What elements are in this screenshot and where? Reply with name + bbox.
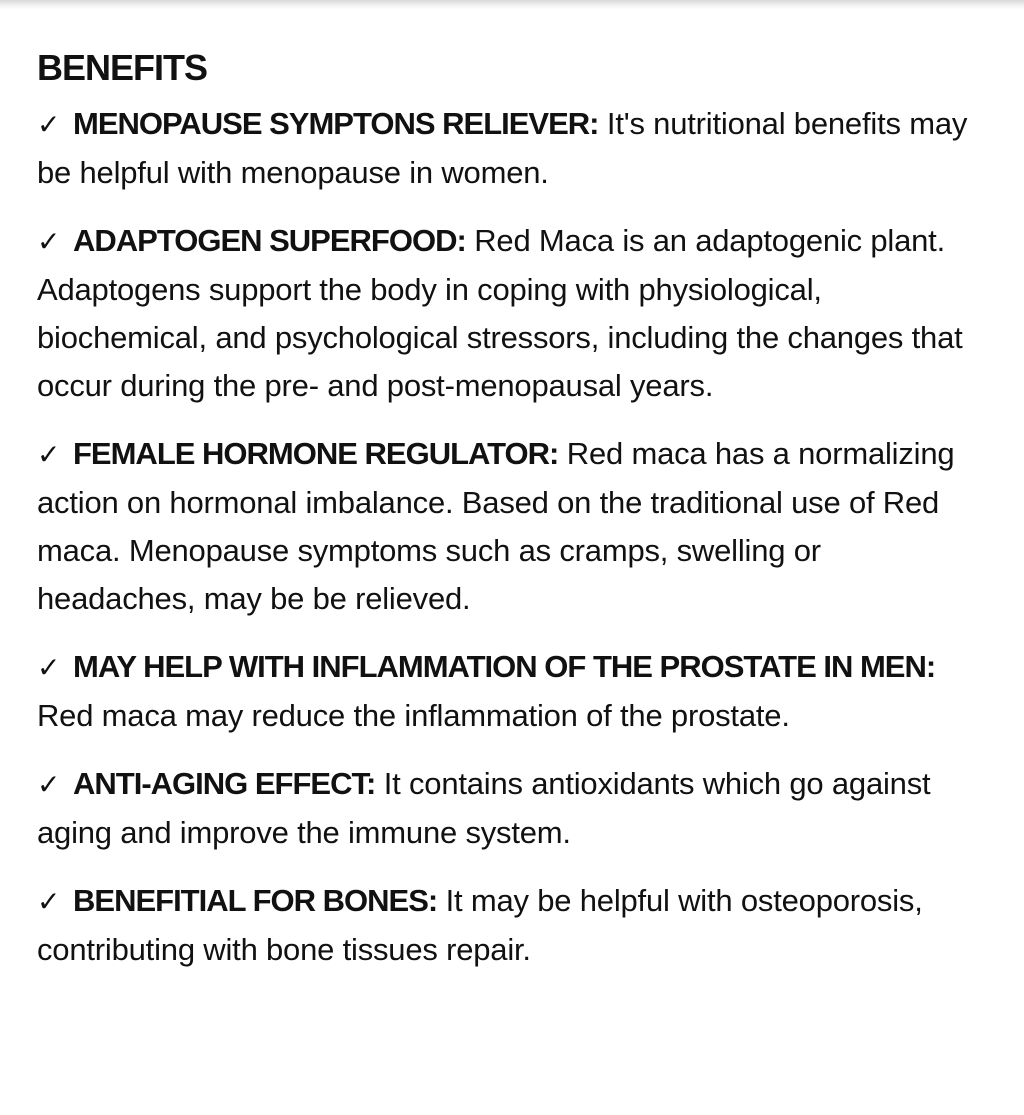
benefit-title: ADAPTOGEN SUPERFOOD: <box>73 223 466 258</box>
checkmark-icon: ✓ <box>37 225 61 258</box>
checkmark-icon: ✓ <box>37 108 61 141</box>
checkmark-icon: ✓ <box>37 885 61 918</box>
benefit-title: FEMALE HORMONE REGULATOR: <box>73 436 559 471</box>
benefit-title: MAY HELP WITH INFLAMMATION OF THE PROSTATE IN MEN: <box>73 649 936 684</box>
benefit-text: Red maca may reduce the inflammation of the prostate. <box>37 698 790 733</box>
checkmark-icon: ✓ <box>37 651 61 684</box>
benefit-female-hormone-regulator <box>37 430 987 623</box>
benefit-title: ANTI-AGING EFFECT: <box>73 766 376 801</box>
benefit-menopause-symptoms-reliever <box>37 100 987 197</box>
benefit-title: BENEFITIAL FOR BONES: <box>73 883 438 918</box>
benefit-prostate-inflammation <box>37 643 987 740</box>
benefit-anti-aging-effect <box>37 760 987 857</box>
benefit-text: Red maca has a normalizing action on hormonal imbalance. Based on the traditional use of Red maca. Menopause symptoms such as cramps, swelling or headaches, may be be relieved. <box>37 436 955 616</box>
benefit-title: MENOPAUSE SYMPTONS RELIEVER: <box>73 106 599 141</box>
benefit-text: It's nutritional benefits may be helpful with menopause in women. <box>37 106 968 190</box>
benefit-text: It contains antioxidants which go against aging and improve the immune system. <box>37 766 931 850</box>
benefit-text: It may be helpful with osteoporosis, contributing with bone tissues repair. <box>37 883 923 967</box>
benefits-heading: BENEFITS <box>37 47 208 88</box>
benefit-bones <box>37 877 987 974</box>
benefit-adaptogen-superfood <box>37 217 987 410</box>
checkmark-icon: ✓ <box>37 768 61 801</box>
benefits-section <box>37 42 987 994</box>
top-shadow <box>0 0 1024 10</box>
benefit-text: Red Maca is an adaptogenic plant. Adaptogens support the body in coping with physiological, biochemical, and psychological stressors, including the changes that occur during the pre- and post-menopausal years. <box>37 223 963 403</box>
checkmark-icon: ✓ <box>37 438 61 471</box>
